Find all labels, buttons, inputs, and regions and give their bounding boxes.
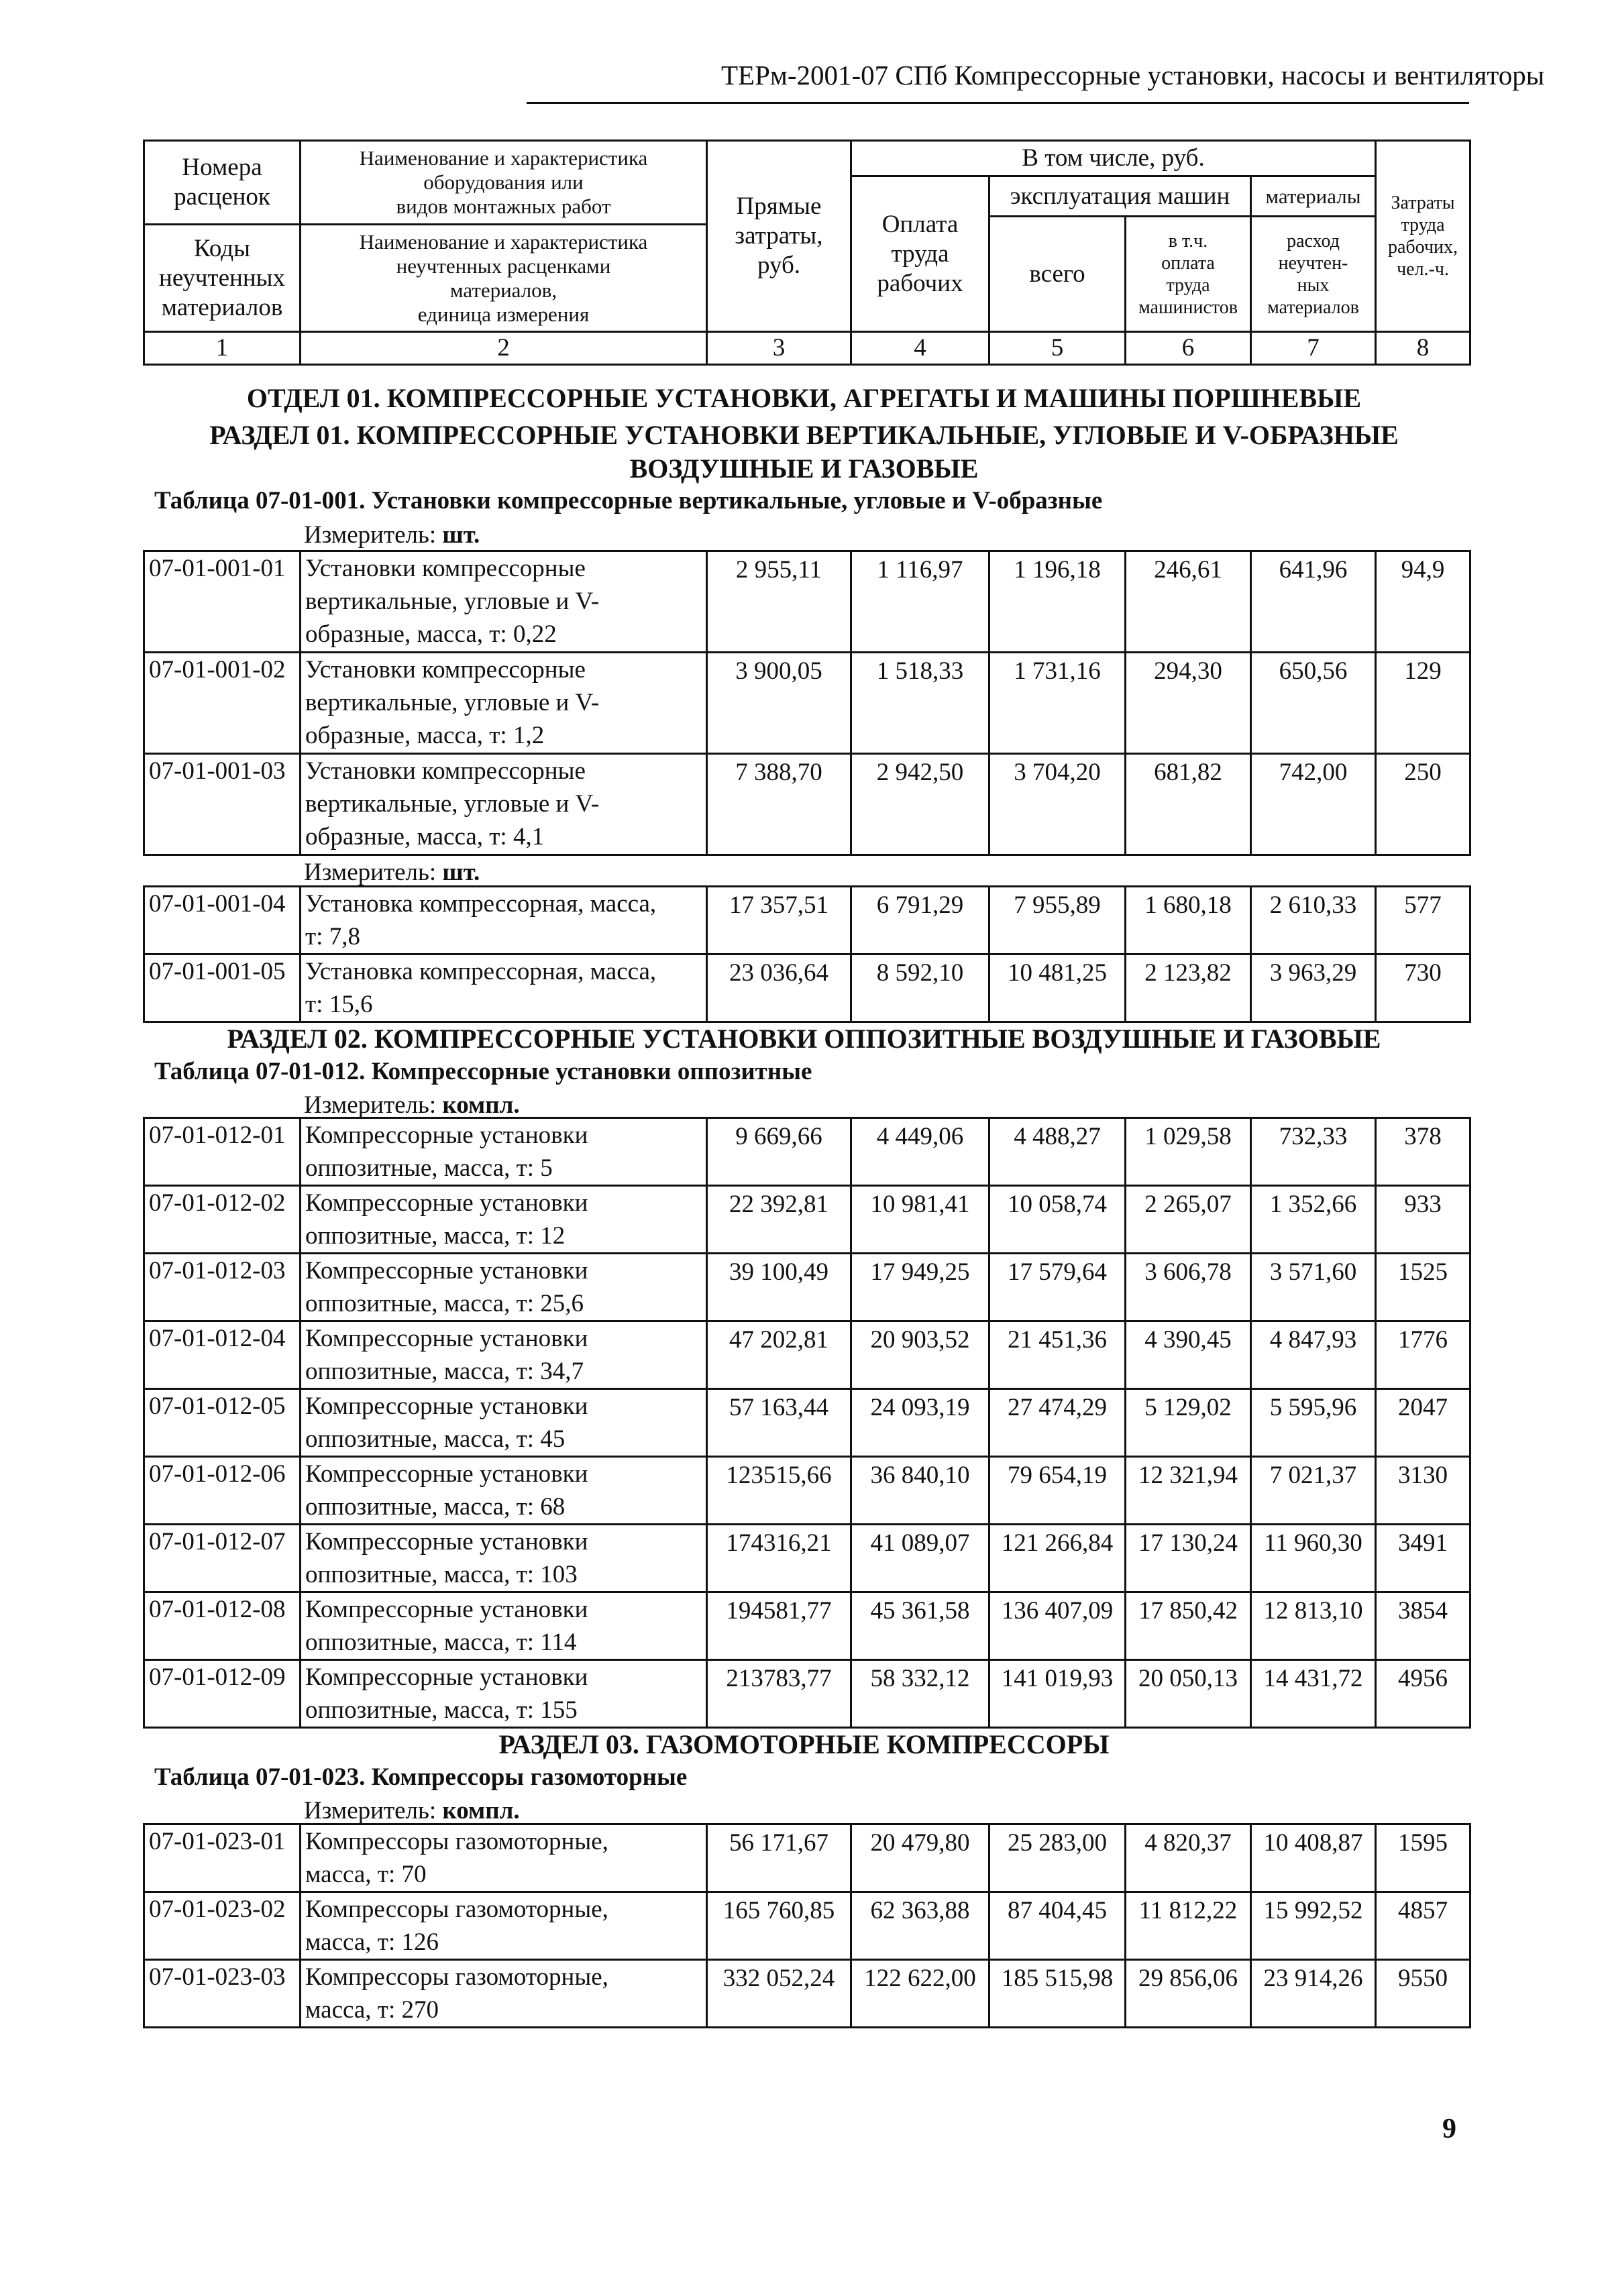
- rate-description: [301, 1389, 707, 1457]
- cost-value: 47 202,81: [707, 1321, 851, 1389]
- cost-value: 17 850,42: [1126, 1592, 1251, 1660]
- cost-value: 23 914,26: [1251, 1960, 1376, 2028]
- measure-unit: Измеритель: шт.: [304, 521, 480, 549]
- cost-value: 3491: [1376, 1525, 1470, 1592]
- rate-description: [301, 1824, 707, 1892]
- table-row: [144, 1592, 1470, 1660]
- rate-code: 07-01-001-01: [144, 551, 301, 653]
- cost-value: 10 481,25: [989, 954, 1126, 1022]
- table-row: [144, 1186, 1470, 1254]
- cost-value: 165 760,85: [707, 1892, 851, 1960]
- header-label-line: Наименование и характеристика: [359, 229, 648, 254]
- cost-value: 22 392,81: [707, 1186, 851, 1254]
- description-line: оппозитные, масса, т: 114: [305, 1629, 577, 1656]
- cost-value: 17 357,51: [707, 887, 851, 954]
- rate-description: [301, 1321, 707, 1389]
- cost-value: 250: [1376, 754, 1470, 855]
- cost-value: 4 488,27: [989, 1118, 1126, 1186]
- cost-value: 17 949,25: [851, 1254, 989, 1321]
- rate-description: [301, 1960, 707, 2028]
- col-header-rates: [144, 141, 301, 225]
- description-line: масса, т: 126: [305, 1928, 439, 1956]
- cost-value: 57 163,44: [707, 1389, 851, 1457]
- description-line: оппозитные, масса, т: 103: [305, 1561, 578, 1588]
- cost-value: 246,61: [1126, 551, 1251, 653]
- page-number: 9: [1442, 2114, 1456, 2144]
- cost-value: 7 388,70: [707, 754, 851, 855]
- rate-description: [301, 1118, 707, 1186]
- cost-value: 2 610,33: [1251, 887, 1376, 954]
- col-header-including: В том числе, руб.: [851, 141, 1376, 176]
- rate-code: 07-01-012-05: [144, 1389, 301, 1457]
- razdel-2-heading: РАЗДЕЛ 02. КОМПРЕССОРНЫЕ УСТАНОВКИ ОППОЗИТНЫЕ ВОЗДУШНЫЕ И ГАЗОВЫЕ: [227, 1024, 1381, 1054]
- table-row: [144, 551, 1470, 653]
- rate-description: [301, 954, 707, 1022]
- cost-value: 141 019,93: [989, 1660, 1126, 1728]
- cost-value: 4857: [1376, 1892, 1470, 1960]
- cost-value: 933: [1376, 1186, 1470, 1254]
- cost-value: 41 089,07: [851, 1525, 989, 1592]
- table-row: [144, 1660, 1470, 1728]
- table-row: [144, 954, 1470, 1022]
- cost-value: 1 352,66: [1251, 1186, 1376, 1254]
- header-label-line: рабочих,: [1388, 237, 1458, 258]
- cost-value: 3 900,05: [707, 653, 851, 754]
- header-label-line: руб.: [757, 252, 801, 279]
- rate-code: 07-01-001-04: [144, 887, 301, 954]
- cost-value: 641,96: [1251, 551, 1376, 653]
- rate-code: 07-01-023-02: [144, 1892, 301, 1960]
- cost-value: 1 196,18: [989, 551, 1126, 653]
- rates-table: [143, 1823, 1471, 2028]
- description-line: оппозитные, масса, т: 34,7: [305, 1358, 584, 1385]
- col-number: 7: [1251, 332, 1376, 365]
- cost-value: 2 942,50: [851, 754, 989, 855]
- measure-unit: Измеритель: компл.: [304, 1797, 520, 1824]
- header-label-line: неучтен-: [1278, 252, 1348, 274]
- table-row: [144, 1254, 1470, 1321]
- header-label-line: единица измерения: [417, 302, 590, 326]
- header-label-line: труда: [1401, 215, 1445, 235]
- cost-value: 25 283,00: [989, 1824, 1126, 1892]
- cost-value: 123515,66: [707, 1457, 851, 1525]
- rate-code: 07-01-012-08: [144, 1592, 301, 1660]
- description-line: Компрессорные установки: [305, 1460, 588, 1488]
- description-line: Компрессоры газомоторные,: [305, 1963, 608, 1991]
- cost-value: 15 992,52: [1251, 1892, 1376, 1960]
- rate-code: 07-01-001-02: [144, 653, 301, 754]
- measure-unit: Измеритель: компл.: [304, 1091, 520, 1119]
- col-number: 8: [1376, 332, 1470, 365]
- table-row: [144, 1960, 1470, 2028]
- cost-value: 194581,77: [707, 1592, 851, 1660]
- rate-code: 07-01-001-05: [144, 954, 301, 1022]
- rate-code: 07-01-012-04: [144, 1321, 301, 1389]
- col-number: 6: [1126, 332, 1251, 365]
- rates-table: [143, 885, 1471, 1023]
- description-line: Установки компрессорные: [305, 656, 586, 684]
- header-label-line: материалов: [1267, 296, 1359, 318]
- description-line: образные, масса, т: 0,22: [305, 620, 557, 648]
- description-line: вертикальные, угловые и V-: [305, 689, 600, 716]
- razdel-1-heading: РАЗДЕЛ 01. КОМПРЕССОРНЫЕ УСТАНОВКИ ВЕРТИКАЛЬНЫЕ, УГЛОВЫЕ И V-ОБРАЗНЫЕ: [209, 420, 1399, 450]
- header-label-line: ных: [1297, 274, 1330, 296]
- rate-description: [301, 1525, 707, 1592]
- description-line: Компрессоры газомоторные,: [305, 1828, 608, 1855]
- cost-value: 3854: [1376, 1592, 1470, 1660]
- cost-value: 1 116,97: [851, 551, 989, 653]
- cost-value: 1 029,58: [1126, 1118, 1251, 1186]
- cost-value: 122 622,00: [851, 1960, 989, 2028]
- rate-code: 07-01-023-01: [144, 1824, 301, 1892]
- cost-value: 1 518,33: [851, 653, 989, 754]
- rate-code: 07-01-012-01: [144, 1118, 301, 1186]
- rate-code: 07-01-012-03: [144, 1254, 301, 1321]
- header-label-line: материалов: [161, 293, 283, 321]
- cost-value: 213783,77: [707, 1660, 851, 1728]
- rates-table: [143, 1117, 1471, 1729]
- col-header-material-usage: [1251, 217, 1376, 332]
- column-numbers-row: [144, 332, 1470, 365]
- col-number: 3: [707, 332, 851, 365]
- cost-value: 3 963,29: [1251, 954, 1376, 1022]
- cost-value: 11 960,30: [1251, 1525, 1376, 1592]
- razdel-3-heading: РАЗДЕЛ 03. ГАЗОМОТОРНЫЕ КОМПРЕССОРЫ: [498, 1729, 1110, 1759]
- description-line: Установки компрессорные: [305, 555, 586, 582]
- header-label-line: машинистов: [1138, 296, 1238, 318]
- cost-value: 185 515,98: [989, 1960, 1126, 2028]
- cost-value: 1 680,18: [1126, 887, 1251, 954]
- cost-value: 1525: [1376, 1254, 1470, 1321]
- table-row: [144, 754, 1470, 855]
- description-line: оппозитные, масса, т: 5: [305, 1154, 553, 1182]
- cost-value: 136 407,09: [989, 1592, 1126, 1660]
- cost-value: 56 171,67: [707, 1824, 851, 1892]
- cost-value: 332 052,24: [707, 1960, 851, 2028]
- cost-value: 6 791,29: [851, 887, 989, 954]
- description-line: Компрессорные установки: [305, 1122, 588, 1149]
- table-row: [144, 653, 1470, 754]
- column-header-table: [143, 140, 1471, 366]
- rate-description: [301, 1457, 707, 1525]
- col-header-labor: [1376, 141, 1470, 332]
- cost-value: 3 606,78: [1126, 1254, 1251, 1321]
- cost-value: 14 431,72: [1251, 1660, 1376, 1728]
- table-row: [144, 1389, 1470, 1457]
- description-line: Установка компрессорная, масса,: [305, 890, 657, 918]
- cost-value: 23 036,64: [707, 954, 851, 1022]
- description-line: оппозитные, масса, т: 68: [305, 1493, 566, 1521]
- header-label-line: видов монтажных работ: [396, 195, 611, 218]
- cost-value: 24 093,19: [851, 1389, 989, 1457]
- header-label-line: расход: [1287, 230, 1340, 252]
- rate-description: [301, 551, 707, 653]
- cost-value: 12 813,10: [1251, 1592, 1376, 1660]
- cost-value: 4 820,37: [1126, 1824, 1251, 1892]
- header-label-line: Коды: [194, 234, 250, 262]
- running-header: ТЕРм-2001-07 СПб Компрессорные установки, насосы и вентиляторы: [721, 60, 1545, 91]
- col-header-materials: материалы: [1251, 176, 1376, 217]
- col-number: 4: [851, 332, 989, 365]
- rate-code: 07-01-023-03: [144, 1960, 301, 2028]
- table-2-caption: Таблица 07-01-012. Компрессорные установки оппозитные: [154, 1058, 812, 1085]
- cost-value: 20 903,52: [851, 1321, 989, 1389]
- col-header-direct-costs: [707, 141, 851, 332]
- cost-value: 294,30: [1126, 653, 1251, 754]
- cost-value: 378: [1376, 1118, 1470, 1186]
- header-label-line: неучтенных расценками: [396, 254, 611, 278]
- cost-value: 732,33: [1251, 1118, 1376, 1186]
- description-line: оппозитные, масса, т: 25,6: [305, 1290, 584, 1317]
- cost-value: 12 321,94: [1126, 1457, 1251, 1525]
- cost-value: 121 266,84: [989, 1525, 1126, 1592]
- description-line: оппозитные, масса, т: 12: [305, 1222, 566, 1250]
- description-line: Компрессорные установки: [305, 1392, 588, 1420]
- description-line: оппозитные, масса, т: 155: [305, 1696, 578, 1724]
- header-label-line: Затраты: [1391, 193, 1455, 213]
- cost-value: 10 408,87: [1251, 1824, 1376, 1892]
- header-label-line: труда: [891, 239, 949, 268]
- rate-description: [301, 1892, 707, 1960]
- cost-value: 2 955,11: [707, 551, 851, 653]
- cost-value: 62 363,88: [851, 1892, 989, 1960]
- cost-value: 1595: [1376, 1824, 1470, 1892]
- cost-value: 4 847,93: [1251, 1321, 1376, 1389]
- cost-value: 4 449,06: [851, 1118, 989, 1186]
- col-header-material-codes: [144, 225, 301, 332]
- col-header-wages: [851, 176, 989, 332]
- cost-value: 3130: [1376, 1457, 1470, 1525]
- cost-value: 1 731,16: [989, 653, 1126, 754]
- cost-value: 2 265,07: [1126, 1186, 1251, 1254]
- cost-value: 577: [1376, 887, 1470, 954]
- description-line: вертикальные, угловые и V-: [305, 790, 600, 818]
- table-row: [144, 1321, 1470, 1389]
- cost-value: 5 595,96: [1251, 1389, 1376, 1457]
- cost-value: 20 479,80: [851, 1824, 989, 1892]
- cost-value: 650,56: [1251, 653, 1376, 754]
- col-number: 5: [989, 332, 1126, 365]
- description-line: Компрессорные установки: [305, 1528, 588, 1555]
- description-line: Установки компрессорные: [305, 757, 586, 785]
- header-label-line: чел.-ч.: [1397, 259, 1449, 280]
- description-line: Компрессорные установки: [305, 1189, 588, 1217]
- otdel-heading: ОТДЕЛ 01. КОМПРЕССОРНЫЕ УСТАНОВКИ, АГРЕГАТЫ И МАШИНЫ ПОРШНЕВЫЕ: [246, 383, 1362, 413]
- rate-code: 07-01-012-06: [144, 1457, 301, 1525]
- cost-value: 17 130,24: [1126, 1525, 1251, 1592]
- description-line: т: 15,6: [305, 991, 373, 1018]
- cost-value: 730: [1376, 954, 1470, 1022]
- cost-value: 9 669,66: [707, 1118, 851, 1186]
- cost-value: 4956: [1376, 1660, 1470, 1728]
- description-line: т: 7,8: [305, 923, 360, 950]
- description-line: Компрессорные установки: [305, 1663, 588, 1691]
- header-label-line: затраты,: [735, 222, 823, 250]
- description-line: масса, т: 70: [305, 1861, 427, 1888]
- cost-value: 174316,21: [707, 1525, 851, 1592]
- rates-table: [143, 550, 1471, 856]
- header-label-line: Наименование и характеристика: [359, 146, 648, 170]
- description-line: Компрессорные установки: [305, 1596, 588, 1623]
- header-label-line: расценок: [174, 183, 270, 211]
- header-label-line: неучтенных: [159, 264, 285, 292]
- rate-description: [301, 1186, 707, 1254]
- cost-value: 87 404,45: [989, 1892, 1126, 1960]
- table-row: [144, 1457, 1470, 1525]
- cost-value: 9550: [1376, 1960, 1470, 2028]
- cost-value: 7 021,37: [1251, 1457, 1376, 1525]
- cost-value: 4 390,45: [1126, 1321, 1251, 1389]
- cost-value: 45 361,58: [851, 1592, 989, 1660]
- table-3-caption: Таблица 07-01-023. Компрессоры газомоторные: [154, 1763, 688, 1791]
- cost-value: 79 654,19: [989, 1457, 1126, 1525]
- col-header-material-names: [301, 225, 707, 332]
- cost-value: 11 812,22: [1126, 1892, 1251, 1960]
- cost-value: 58 332,12: [851, 1660, 989, 1728]
- rate-description: [301, 1254, 707, 1321]
- header-label-line: материалов,: [449, 278, 557, 302]
- cost-value: 39 100,49: [707, 1254, 851, 1321]
- cost-value: 27 474,29: [989, 1389, 1126, 1457]
- col-header-machines-total: всего: [989, 217, 1126, 332]
- table-row: [144, 1824, 1470, 1892]
- cost-value: 94,9: [1376, 551, 1470, 653]
- description-line: Компрессорные установки: [305, 1257, 588, 1284]
- description-line: вертикальные, угловые и V-: [305, 588, 600, 615]
- cost-value: 742,00: [1251, 754, 1376, 855]
- cost-value: 20 050,13: [1126, 1660, 1251, 1728]
- col-number: 1: [144, 332, 301, 365]
- razdel-1-heading-cont: ВОЗДУШНЫЕ И ГАЗОВЫЕ: [629, 453, 979, 484]
- cost-value: 2047: [1376, 1389, 1470, 1457]
- header-rule: [527, 102, 1469, 104]
- cost-value: 129: [1376, 653, 1470, 754]
- header-label-line: оплата: [1161, 252, 1215, 274]
- table-row: [144, 887, 1470, 954]
- header-label-line: Прямые: [736, 193, 822, 220]
- rate-description: [301, 653, 707, 754]
- cost-value: 29 856,06: [1126, 1960, 1251, 2028]
- table-row: [144, 1525, 1470, 1592]
- rate-description: [301, 1660, 707, 1728]
- rate-code: 07-01-012-09: [144, 1660, 301, 1728]
- rate-description: [301, 1592, 707, 1660]
- col-header-operator-wages: [1126, 217, 1251, 332]
- col-header-machines: эксплуатация машин: [989, 176, 1251, 217]
- table-row: [144, 1892, 1470, 1960]
- col-number: 2: [301, 332, 707, 365]
- rate-description: [301, 754, 707, 855]
- header-label-line: рабочих: [877, 269, 963, 297]
- cost-value: 36 840,10: [851, 1457, 989, 1525]
- description-line: масса, т: 270: [305, 1996, 439, 2024]
- rate-code: 07-01-001-03: [144, 754, 301, 855]
- description-line: Компрессорные установки: [305, 1325, 588, 1352]
- table-row: [144, 1118, 1470, 1186]
- header-label-line: Номера: [182, 154, 262, 181]
- cost-value: 8 592,10: [851, 954, 989, 1022]
- cost-value: 3 704,20: [989, 754, 1126, 855]
- cost-value: 681,82: [1126, 754, 1251, 855]
- description-line: Установка компрессорная, масса,: [305, 958, 657, 985]
- cost-value: 3 571,60: [1251, 1254, 1376, 1321]
- cost-value: 21 451,36: [989, 1321, 1126, 1389]
- measure-unit: Измеритель: шт.: [304, 859, 480, 886]
- header-label-line: труда: [1166, 274, 1210, 296]
- description-line: образные, масса, т: 1,2: [305, 722, 545, 749]
- header-label-line: Оплата: [881, 210, 959, 238]
- cost-value: 17 579,64: [989, 1254, 1126, 1321]
- table-1-caption: Таблица 07-01-001. Установки компрессорные вертикальные, угловые и V-образные: [154, 487, 1103, 514]
- cost-value: 1776: [1376, 1321, 1470, 1389]
- rate-description: [301, 887, 707, 954]
- header-label-line: в т.ч.: [1168, 230, 1208, 252]
- col-header-works: [301, 141, 707, 225]
- description-line: Компрессоры газомоторные,: [305, 1896, 608, 1923]
- cost-value: 2 123,82: [1126, 954, 1251, 1022]
- cost-value: 10 058,74: [989, 1186, 1126, 1254]
- cost-value: 5 129,02: [1126, 1389, 1251, 1457]
- header-label-line: оборудования или: [423, 170, 584, 194]
- rate-code: 07-01-012-07: [144, 1525, 301, 1592]
- description-line: оппозитные, масса, т: 45: [305, 1425, 566, 1453]
- rate-code: 07-01-012-02: [144, 1186, 301, 1254]
- cost-value: 7 955,89: [989, 887, 1126, 954]
- description-line: образные, масса, т: 4,1: [305, 823, 545, 851]
- cost-value: 10 981,41: [851, 1186, 989, 1254]
